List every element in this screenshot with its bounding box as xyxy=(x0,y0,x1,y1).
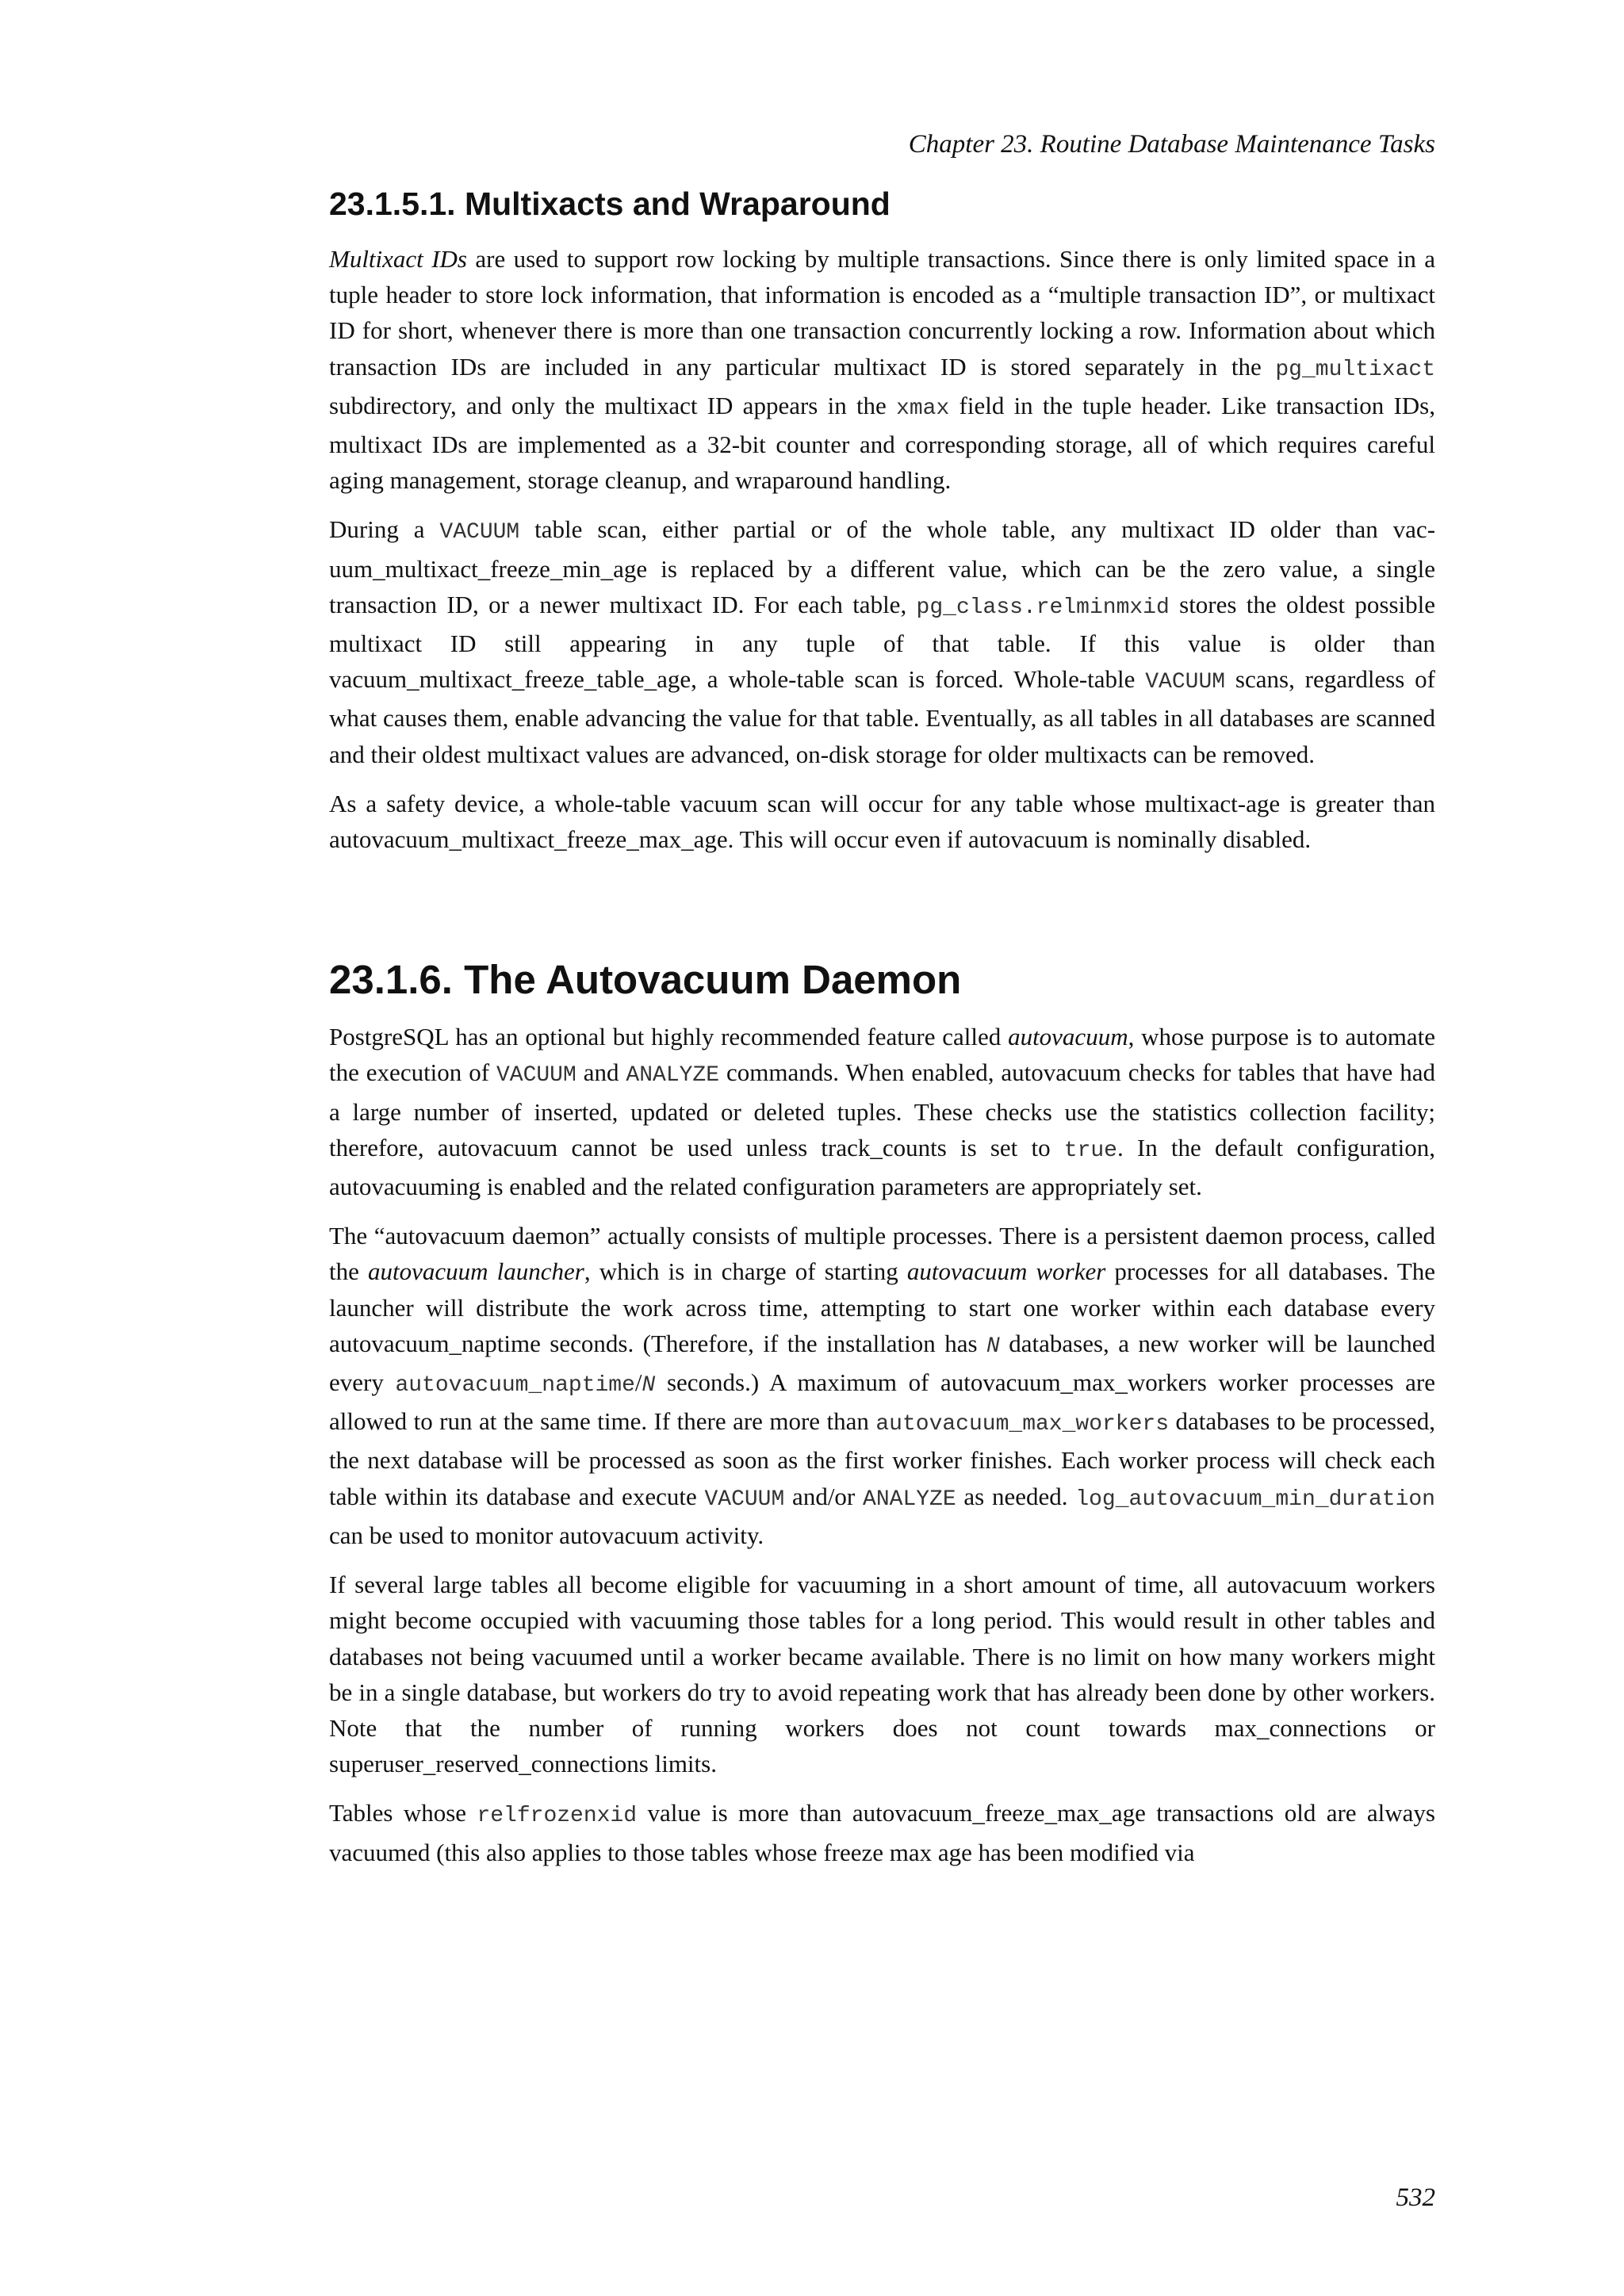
code-analyze: ANALYZE xyxy=(626,1063,720,1089)
term-multixact-ids: Multixact IDs xyxy=(329,245,467,273)
code-pg-class-relminmxid: pg_class.relminmxid xyxy=(916,595,1170,620)
code-vacuum: VACUUM xyxy=(496,1063,576,1089)
code-vacuum: VACUUM xyxy=(439,520,520,545)
term-autovacuum-launcher: autovacuum launcher xyxy=(368,1257,584,1286)
term-autovacuum-worker: autovacuum worker xyxy=(906,1257,1106,1286)
paragraph-autovacuum-intro: PostgreSQL has an optional but highly recommended feature called autovacuum, whose purpose is to automate the execution of VACUUM and ANALYZE commands. When enabled, autovacuum checks for tables that have had a large number of inserted, updated or deleted tuples. These checks use the statistics collection facility; therefore, autovacuum cannot be used unless track_counts is set to true. In the default configuration, autovacuuming is enabled and the related configuration parameters are appropriately set. xyxy=(329,1023,1435,1201)
code-n: N xyxy=(986,1334,1000,1359)
running-header: Chapter 23. Routine Database Maintenance Tasks xyxy=(908,130,1435,159)
term-autovacuum: autovacuum xyxy=(1008,1023,1128,1051)
section-heading-autovacuum: 23.1.6. The Autovacuum Daemon xyxy=(329,957,962,1003)
paragraph-vacuum-scan: During a VACUUM table scan, either partial or of the whole table, any multixact ID older than vacuum_multixact_freeze_min_age is replaced by a different value, which can be the zero value, a single transaction ID, or a newer multixact ID. For each table, pg_class.relminmxid stores the oldest possible multixact ID still appearing in any tuple of that table. If this value is older than vacuum_multixact_freeze_table_age, a whole-table scan is forced. Whole-table VACUUM scans, regardless of what causes them, enable advancing the value for that table. Eventually, as all tables in all databases are scanned and their oldest multixact values are advanced, on-disk storage for older multixacts can be removed. xyxy=(329,515,1436,768)
code-xmax: xmax xyxy=(896,396,950,421)
code-analyze: ANALYZE xyxy=(863,1487,956,1512)
code-vacuum: VACUUM xyxy=(704,1487,785,1512)
paragraph-safety-device: As a safety device, a whole-table vacuum scan will occur for any table whose multixact-age is greater than autovacuum_multixact_freeze_max_age. This will occur even if autovacuum is nominally disabled. xyxy=(329,789,1435,854)
code-n: N xyxy=(642,1373,656,1399)
page-number: 532 xyxy=(1396,2183,1435,2212)
paragraph-relfrozenxid: Tables whose relfrozenxid value is more than autovacuum_freeze_max_age transactions old are always vacuumed (this also applies to those tables whose freeze max age has been modified via xyxy=(329,1799,1435,1866)
code-vacuum: VACUUM xyxy=(1145,670,1226,695)
paragraph-autovacuum-daemon: The “autovacuum daemon” actually consists of multiple processes. There is a persistent daemon process, called the autovacuum launcher, which is in charge of starting autovacuum worker processes for all databases. The launcher will distribute the work across time, attempting to start one worker within each database every autovacuum_naptime seconds. (Therefore, if the installation has N databases, a new worker will be launched every autovacuum_naptime/N seconds.) A maximum of autovacuum_max_workers worker processes are allowed to run at the same time. If there are more than autovacuum_max_workers databases to be processed, the next database will be processed as soon as the first worker finishes. Each worker process will check each table within its database and execute VACUUM and/or ANALYZE as needed. log_autovacuum_min_duration can be used to monitor autovacuum activity. xyxy=(329,1222,1436,1549)
page-content xyxy=(329,184,1435,1884)
code-autovacuum-max-workers: autovacuum_max_workers xyxy=(875,1412,1170,1437)
section-heading-multixacts: 23.1.5.1. Multixacts and Wraparound xyxy=(329,186,891,222)
code-log-autovacuum-min-duration: log_autovacuum_min_duration xyxy=(1075,1487,1435,1512)
code-autovacuum-naptime: autovacuum_naptime xyxy=(395,1373,635,1399)
code-pg-multixact: pg_multixact xyxy=(1275,357,1435,382)
paragraph-large-tables: If several large tables all become eligible for vacuuming in a short amount of time, all autovacuum workers might become occupied with vacuuming those tables for a long period. This would result in other tables and databases not being vacuumed until a worker became available. There is no limit on how many workers might be in a single database, but workers do try to avoid repeating work that has already been done by other workers. Note that the number of running workers does not count towards max_connections or superuser_reserved_connections limits. xyxy=(329,1571,1435,1778)
code-relfrozenxid: relfrozenxid xyxy=(477,1804,638,1829)
code-true: true xyxy=(1063,1138,1117,1163)
paragraph-multixact-ids: Multixact IDs are used to support row locking by multiple transactions. Since there is only limited space in a tuple header to store lock information, that information is encoded as a “multiple transaction ID”, or multixact ID for short, whenever there is more than one transaction concurrently locking a row. Information about which transaction IDs are included in any particular multixact ID is stored separately in the pg_multixact subdirectory, and only the multixact ID appears in the xmax field in the tuple header. Like transaction IDs, multixact IDs are implemented as a 32-bit counter and corresponding storage, all of which requires careful aging management, storage cleanup, and wraparound handling. xyxy=(329,245,1435,495)
document-page xyxy=(329,0,1435,2296)
